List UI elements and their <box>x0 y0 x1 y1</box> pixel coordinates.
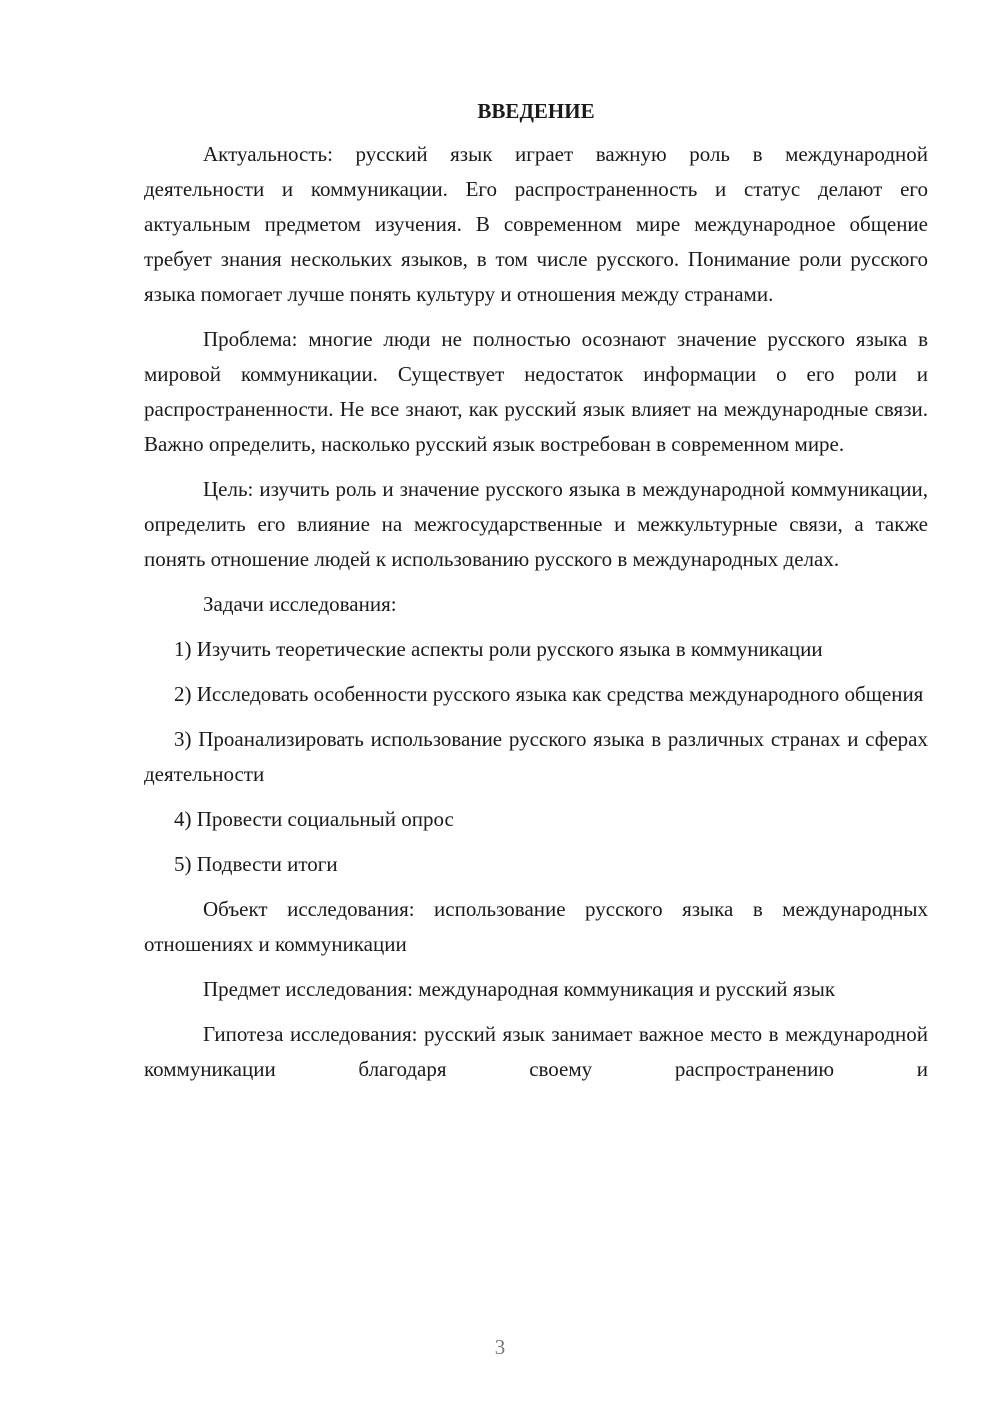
page-number: 3 <box>494 1335 506 1359</box>
paragraph-tasks-heading: Задачи исследования: <box>203 592 397 616</box>
paragraph-subject: Предмет исследования: международная коммуникация и русский язык <box>203 977 836 1001</box>
paragraph-hypothesis: Гипотеза исследования: русский язык занимает важное место в международной коммуникации благодаря своему распространению и <box>144 1022 928 1081</box>
task-item: 4) Провести социальный опрос <box>174 807 454 831</box>
section-title: ВВЕДЕНИЕ <box>477 99 595 123</box>
task-item: 5) Подвести итоги <box>174 852 338 876</box>
paragraph-object: Объект исследования: использование русского языка в международных отношениях и коммуникации <box>144 897 928 956</box>
task-item: 3) Проанализировать использование русского языка в различных странах и сферах деятельности <box>144 727 928 786</box>
page-content <box>144 94 928 1097</box>
task-item: 1) Изучить теоретические аспекты роли русского языка в коммуникации <box>174 637 823 661</box>
paragraph-goal: Цель: изучить роль и значение русского языка в международной коммуникации, определить его влияние на межгосударственные и межкультурные связи, а также понять отношение людей к использованию русского в международных делах. <box>144 477 928 571</box>
task-item: 2) Исследовать особенности русского языка как средства международного общения <box>174 682 924 706</box>
paragraph-problem: Проблема: многие люди не полностью осознают значение русского языка в мировой коммуникации. Существует недостаток информации о его роли и распространенности. Не все знают, как русский язык влияет на международные связи. Важно определить, насколько русский язык востребован в современном мире. <box>144 327 928 456</box>
paragraph-relevance: Актуальность: русский язык играет важную роль в международной деятельности и коммуникации. Его распространенность и статус делают его актуальным предметом изучения. В современном мире международное общение требует знания нескольких языков, в том числе русского. Понимание роли русского языка помогает лучше понять культуру и отношения между странами. <box>144 142 928 306</box>
